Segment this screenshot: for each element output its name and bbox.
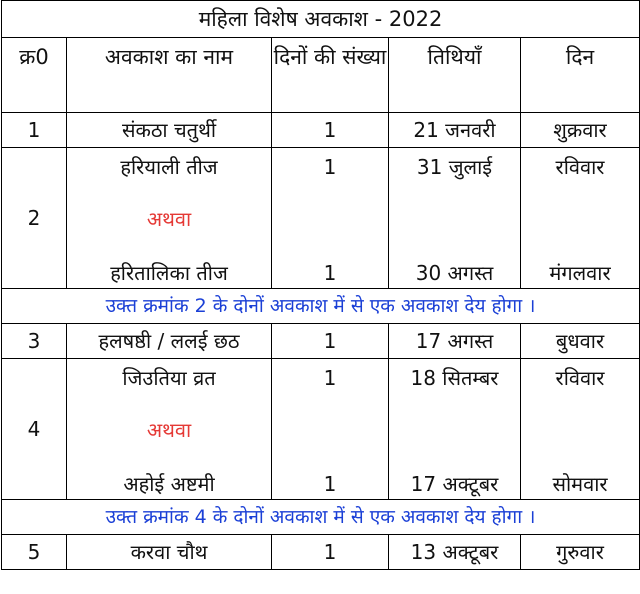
holiday-option-a: हरियाली तीज bbox=[120, 155, 218, 179]
days-a: 1 bbox=[323, 366, 337, 390]
table-row bbox=[2, 535, 640, 570]
day-a: रविवार bbox=[555, 155, 605, 179]
day-cell bbox=[521, 148, 640, 289]
sno-cell: 1 bbox=[2, 113, 67, 148]
days-b: 1 bbox=[323, 261, 337, 285]
name-cell: हलषष्ठी / ललई छठ bbox=[67, 324, 272, 359]
name-cell bbox=[67, 148, 272, 289]
day-cell: शुक्रवार bbox=[521, 113, 640, 148]
day-b: मंगलवार bbox=[549, 261, 611, 285]
table-row bbox=[2, 148, 640, 289]
table-title: महिला विशेष अवकाश - 2022 bbox=[2, 1, 640, 38]
sno-cell: 3 bbox=[2, 324, 67, 359]
days-cell: 1 bbox=[272, 324, 389, 359]
table-row bbox=[2, 359, 640, 500]
date-cell bbox=[389, 359, 521, 500]
date-cell: 17 अगस्त bbox=[389, 324, 521, 359]
sno-cell: 5 bbox=[2, 535, 67, 570]
days-b: 1 bbox=[323, 472, 337, 496]
day-cell bbox=[521, 359, 640, 500]
holiday-option-a: जिउतिया व्रत bbox=[122, 366, 216, 390]
date-b: 17 अक्टूबर bbox=[410, 472, 499, 496]
note-text: उक्त क्रमांक 4 के दोनों अवकाश में से एक अवकाश देय होगा । bbox=[2, 500, 640, 535]
note-row bbox=[2, 289, 640, 324]
note-row bbox=[2, 500, 640, 535]
date-cell: 21 जनवरी bbox=[389, 113, 521, 148]
date-cell: 13 अक्टूबर bbox=[389, 535, 521, 570]
days-cell bbox=[272, 148, 389, 289]
header-sno: क्र0 bbox=[2, 38, 67, 113]
day-b: सोमवार bbox=[552, 472, 608, 496]
days-cell: 1 bbox=[272, 113, 389, 148]
header-name: अवकाश का नाम bbox=[67, 38, 272, 113]
days-cell bbox=[272, 359, 389, 500]
date-cell bbox=[389, 148, 521, 289]
holiday-table bbox=[1, 0, 640, 570]
day-cell: गुरुवार bbox=[521, 535, 640, 570]
sno-cell: 2 bbox=[2, 148, 67, 289]
header-date: तिथियाँ bbox=[389, 38, 521, 113]
table-row bbox=[2, 324, 640, 359]
date-a: 18 सितम्बर bbox=[410, 366, 499, 390]
holiday-option-b: अहोई अष्टमी bbox=[123, 472, 215, 496]
note-text: उक्त क्रमांक 2 के दोनों अवकाश में से एक अवकाश देय होगा । bbox=[2, 289, 640, 324]
day-cell: बुधवार bbox=[521, 324, 640, 359]
holiday-option-b: हरितालिका तीज bbox=[110, 261, 228, 285]
name-cell: करवा चौथ bbox=[67, 535, 272, 570]
days-a: 1 bbox=[323, 155, 337, 179]
days-cell: 1 bbox=[272, 535, 389, 570]
or-label: अथवा bbox=[146, 418, 192, 442]
sno-cell: 4 bbox=[2, 359, 67, 500]
header-row bbox=[2, 38, 640, 113]
table-row bbox=[2, 113, 640, 148]
or-label: अथवा bbox=[146, 207, 192, 231]
date-b: 30 अगस्त bbox=[415, 261, 494, 285]
header-day: दिन bbox=[521, 38, 640, 113]
header-days: दिनों की संख्या bbox=[272, 38, 389, 113]
name-cell bbox=[67, 359, 272, 500]
date-a: 31 जुलाई bbox=[416, 155, 493, 179]
name-cell: संकठा चतुर्थी bbox=[67, 113, 272, 148]
day-a: रविवार bbox=[555, 366, 605, 390]
